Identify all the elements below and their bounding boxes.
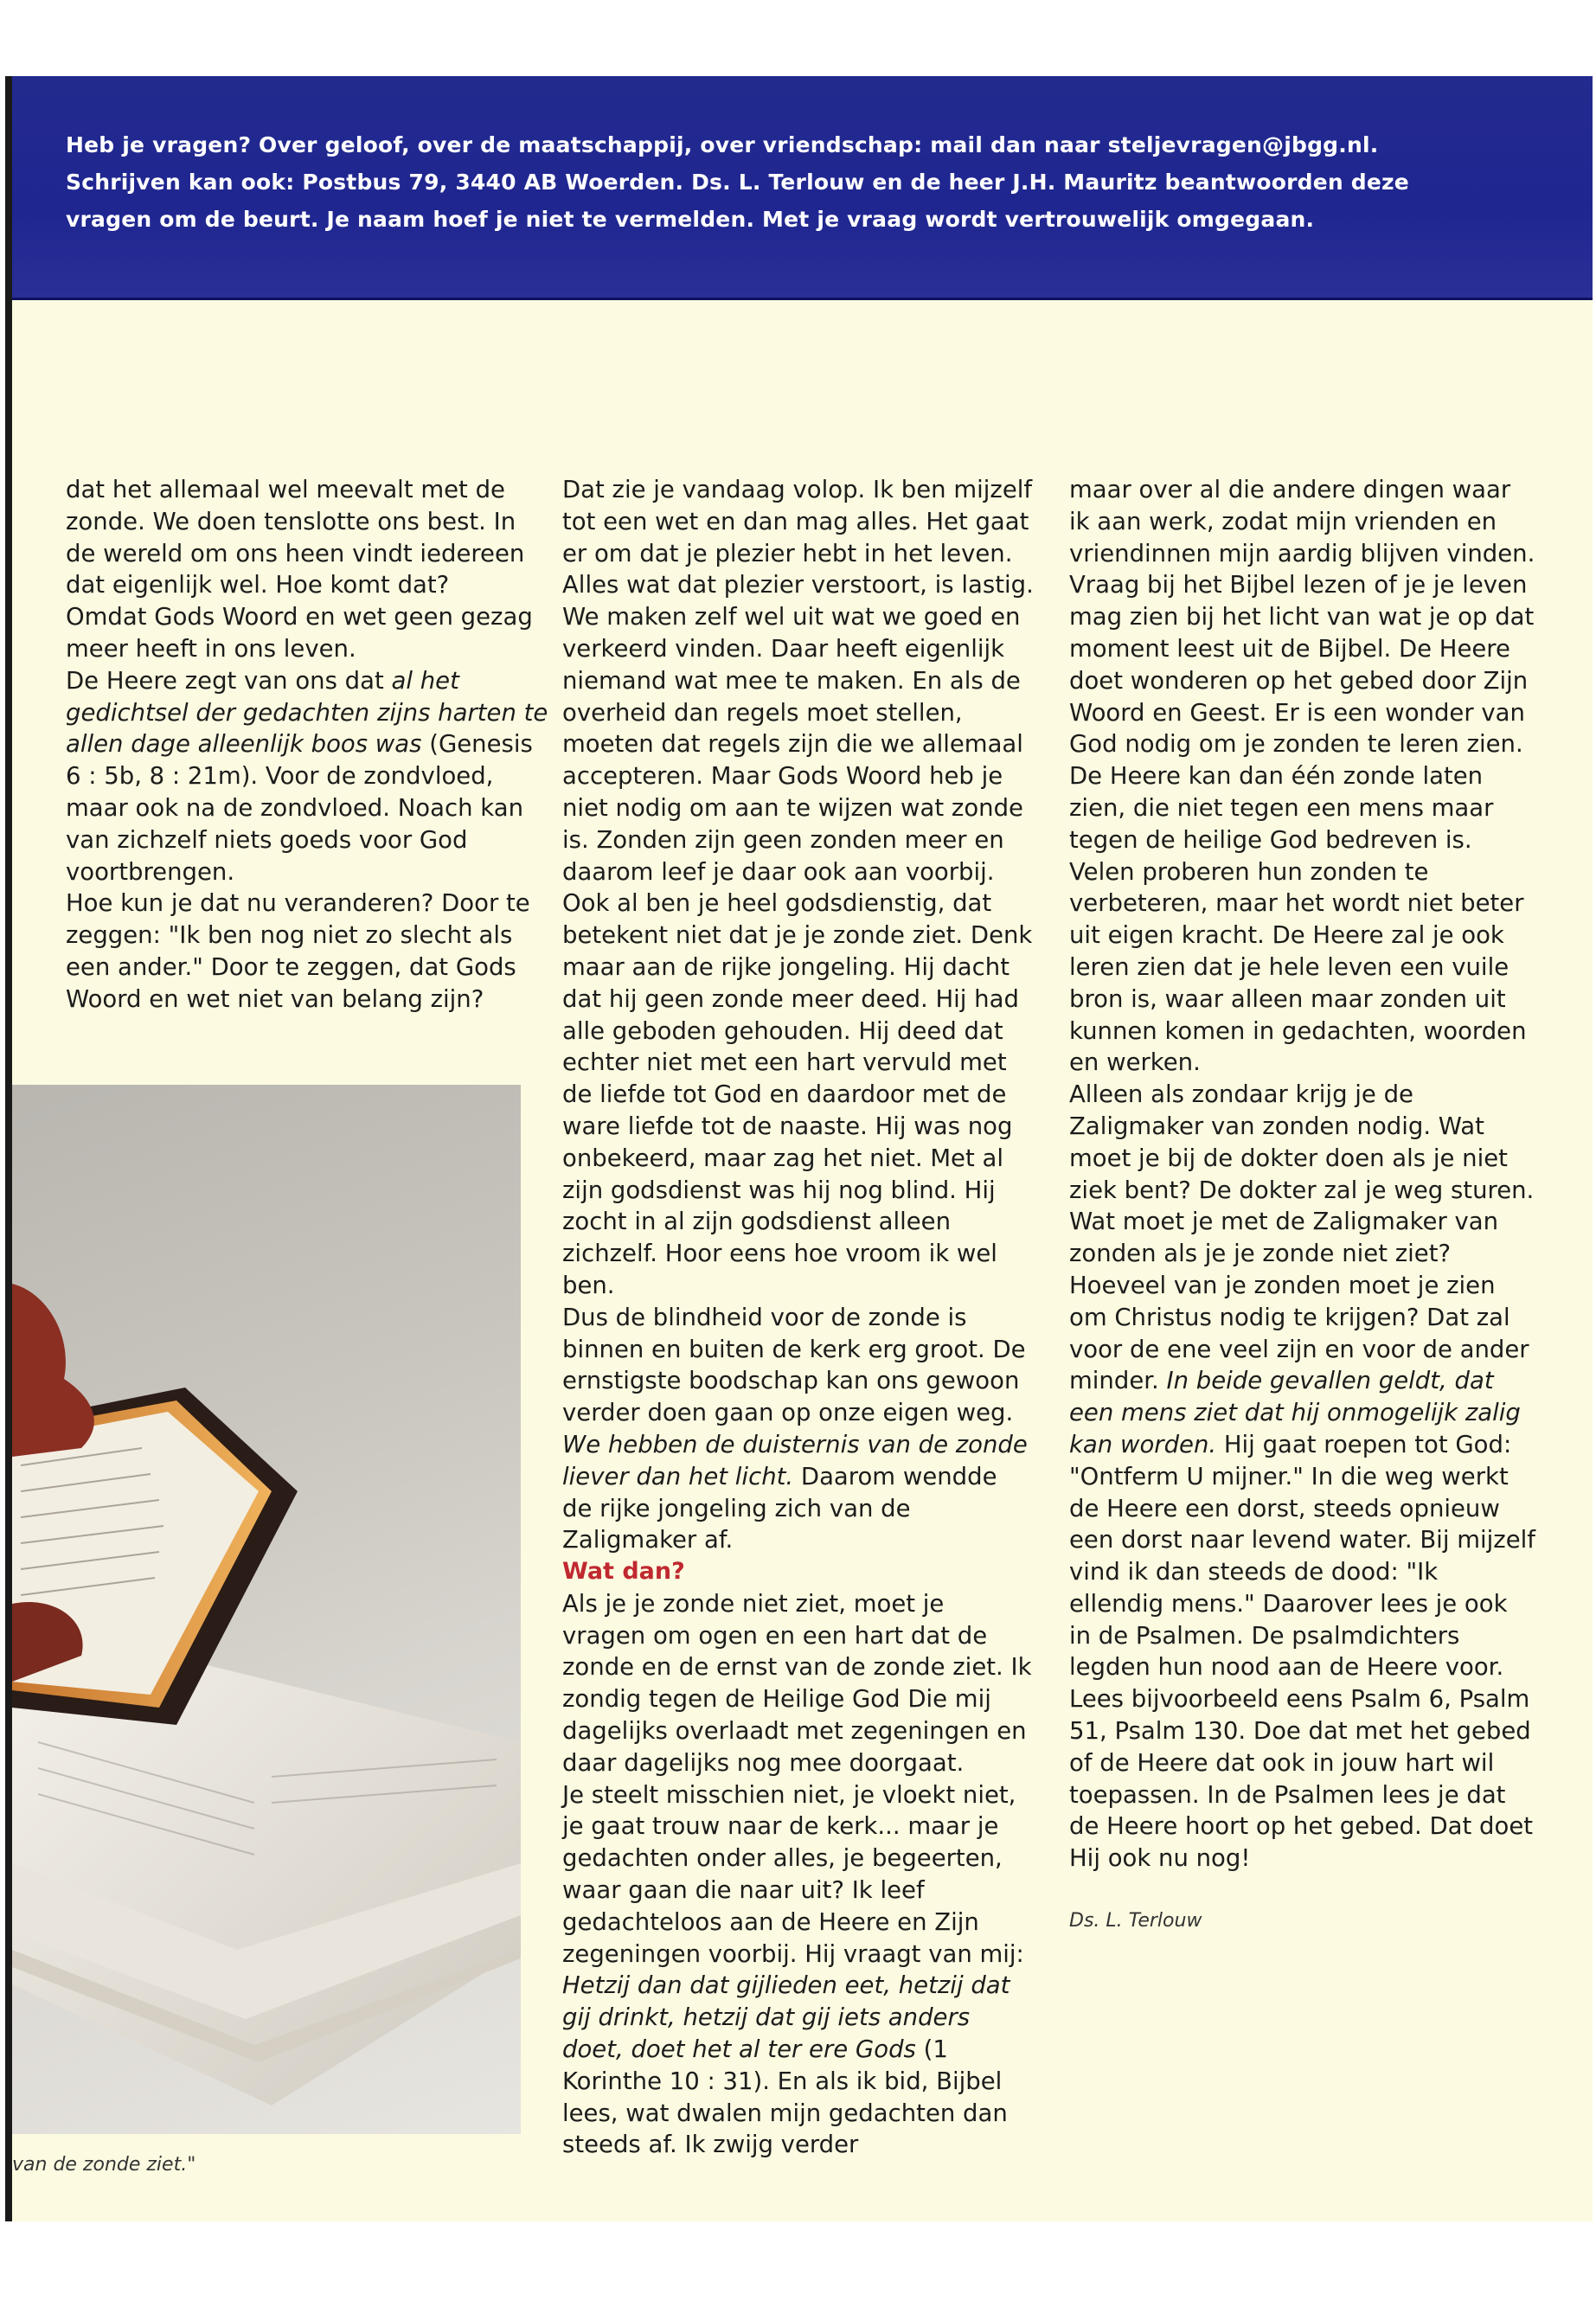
photo-caption: van de zonde ziet.": [12, 2154, 196, 2176]
emphasis-quote: In beide gevallen geldt, dat een mens ziet dat hij onmogelijk zalig kan worden.: [1069, 1367, 1521, 1458]
paragraph: Dat zie je vandaag volop. Ik ben mijzelf tot een wet en dan mag alles. Het gaat er om dat je plezier hebt in het leven. Alles wat dat plezier verstoort, is lastig. We maken zelf wel uit wat we goed en verkeerd vinden. Daar heeft eigenlijk niemand wat mee te maken. En als de overheid dan regels moet stellen, moeten dat regels zijn die we allemaal accepteren. Maar Gods Woord heb je niet nodig om aan te wijzen wat zonde is. Zonden zijn geen zonden meer en daarom leef je daar ook aan voorbij. Ook al ben je heel godsdienstig, dat betekent niet dat je je zonde ziet. Denk maar aan de rijke jongeling. Hij dacht dat hij geen zonde meer deed. Hij had alle geboden gehouden. Hij deed dat echter niet met een hart vervuld met de liefde tot God en daardoor met de ware liefde tot de naaste. Hij was nog onbekeerd, maar zag het niet. Met al zijn godsdienst was hij nog blind. Hij zocht in al zijn godsdienst alleen zichzelf. Hoor eens hoe vroom ik wel ben.: [562, 476, 1034, 1299]
text-run: Je steelt misschien niet, je vloekt niet, je gaat trouw naar de kerk... maar je gedachten onder alles, je begeerten, waar gaan die naar uit? Ik leef gedachteloos aan de Heere en Zijn zegeningen voorbij. Hij vraagt van mij:: [562, 1780, 1024, 1968]
text-run: Dus de blindheid voor de zonde is binnen en buiten de kerk erg groot. De ernstigste boodschap kan ons gewoon verder doen gaan op onze eigen weg.: [562, 1303, 1026, 1427]
column-1: [66, 474, 550, 1016]
paragraph: dat het allemaal wel meevalt met de zonde. We doen tenslotte ons best. In de wereld om ons heen vindt iedereen dat eigenlijk wel. Hoe komt dat?: [66, 476, 525, 599]
section-heading: Wat dan?: [562, 1558, 685, 1586]
paragraph: De Heere kan dan één zonde laten zien, die niet tegen een mens maar tegen de heilige God bedreven is. Velen proberen hun zonden te verbeteren, maar het wordt niet beter uit eigen kracht. De Heere zal je ook leren zien dat je hele leven een vuile bron is, waar alleen maar zonden uit kunnen komen in gedachten, woorden en werken.: [1069, 762, 1527, 1077]
paragraph: Omdat Gods Woord en wet geen gezag meer heeft in ons leven.: [66, 603, 533, 663]
banner-line-2: Schrijven kan ook: Postbus 79, 3440 AB Woerden. Ds. L. Terlouw en de heer J.H. Mauritz beantwoorden deze: [66, 170, 1409, 195]
text-run: Daarom wendde de rijke jongeling zich van de Zaligmaker af.: [562, 1462, 997, 1554]
column-3: [1069, 474, 1536, 1938]
magazine-page: [5, 76, 1593, 2221]
paragraph: [562, 1779, 1034, 2162]
text-run: De Heere zegt van ons dat: [66, 666, 392, 695]
text-run: Hij gaat roepen tot God: "Ontferm U mijner." In die weg werkt de Heere een dorst, steeds opnieuw een dorst naar levend water. Bij mijzelf vind ik dan steeds de dood: "Ik ellendig mens." Daarover lees je ook in de Psalmen. De psalmdichters legden hun nood aan de Heere voor. Lees bijvoorbeeld eens Psalm 6, Psalm 51, Psalm 130. Doe dat met het gebed of de Heere dat ook in jouw hart wil toepassen. In de Psalmen lees je dat de Heere hoort op het gebed. Dat doet Hij ook nu nog!: [1069, 1430, 1535, 1873]
banner-text: [66, 126, 1467, 238]
paragraph: Als je je zonde niet ziet, moet je vragen om ogen en een hart dat de zonde en de ernst van de zonde ziet. Ik zondig tegen de Heilige God Die mij dagelijks overlaadt met zegeningen en daar dagelijks nog mee doorgaat.: [562, 1589, 1032, 1777]
author-signature: Ds. L. Terlouw: [1069, 1910, 1202, 1932]
text-run: (1 Korinthe 10 : 31). En als ik bid, Bijbel lees, wat dwalen mijn gedachten dan steeds af. Ik zwijg verder: [562, 2035, 1008, 2159]
scripture-quote: Hetzij dan dat gijlieden eet, hetzij dat gij drinkt, hetzij dat gij iets anders doet, doet het al ter ere Gods: [562, 1971, 1010, 2064]
bible-photo-illustration: [12, 1085, 521, 2134]
paragraph: Vraag bij het Bijbel lezen of je je leven mag zien bij het licht van wat je op dat moment leest uit de Bijbel. De Heere doet wonderen op het gebed door Zijn Woord en Geest. Er is een wonder van God nodig om je zonden te leren zien.: [1069, 571, 1535, 759]
paragraph: [66, 665, 550, 888]
banner-line-1: Heb je vragen? Over geloof, over de maatschappij, over vriendschap: mail dan naar steljevragen@jbgg.nl.: [66, 132, 1379, 157]
text-run: (Genesis 6 : 5b, 8 : 21m). Voor de zondvloed, maar ook na de zondvloed. Noach kan van zichzelf niets goeds voor God voortbrengen.: [66, 730, 533, 886]
banner-line-3: vragen om de beurt. Je naam hoef je niet te vermelden. Met je vraag wordt vertrouwelijk omgegaan.: [66, 207, 1315, 232]
paragraph: [562, 1302, 1034, 1556]
info-banner: [12, 76, 1593, 300]
paragraph: [1069, 1079, 1536, 1875]
bible-photo: [12, 1085, 521, 2134]
text-run: Alleen als zondaar krijg je de Zaligmaker van zonden nodig. Wat moet je bij de dokter doen als je niet ziek bent? De dokter zal je weg sturen. Wat moet je met de Zaligmaker van zonden als je je zonde niet ziet? Hoeveel van je zonden moet je zien om Christus nodig te krijgen? Dat zal voor de ene veel zijn en voor de ander minder.: [1069, 1080, 1535, 1395]
scripture-quote: We hebben de duisternis van de zonde liever dan het licht.: [562, 1430, 1028, 1490]
paragraph: maar over al die andere dingen waar ik aan werk, zodat mijn vrienden en vriendinnen mijn aardig blijven vinden.: [1069, 476, 1535, 567]
paragraph: Hoe kun je dat nu veranderen? Door te zeggen: "Ik ben nog niet zo slecht als een ander." Door te zeggen, dat Gods Woord en wet niet van belang zijn?: [66, 889, 530, 1013]
scripture-quote: al het gedichtsel der gedachten zijns harten te allen dage alleenlijk boos was: [66, 666, 548, 759]
column-2: [562, 474, 1034, 2161]
